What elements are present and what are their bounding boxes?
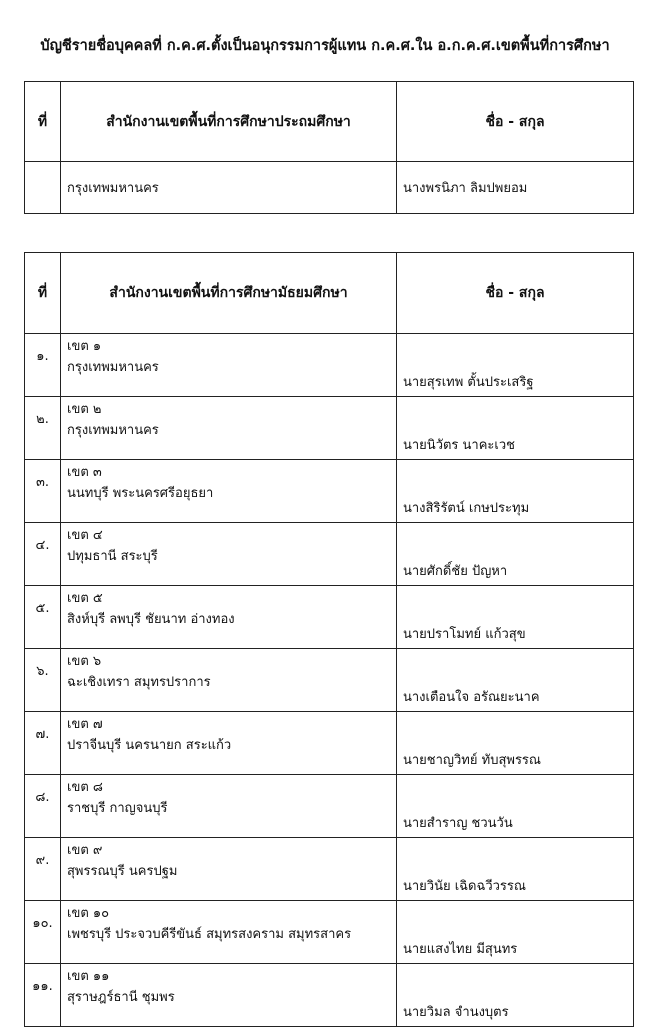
table-row <box>25 397 634 460</box>
row-zone: เขต ๑๐ <box>67 906 110 921</box>
table-row <box>25 334 634 397</box>
row-number: ๙. <box>25 838 61 901</box>
row-number: ๑๑. <box>25 964 61 1027</box>
table-row <box>25 649 634 712</box>
row-name: นางสิริรัตน์ เกษประทุม <box>397 460 634 523</box>
header-office: สำนักงานเขตพื้นที่การศึกษาประถมศึกษา <box>61 82 397 162</box>
table-row <box>25 586 634 649</box>
row-number: ๗. <box>25 712 61 775</box>
document-title: บัญชีรายชื่อบุคคลที่ ก.ค.ศ.ตั้งเป็นอนุกรรมการผู้แทน ก.ค.ศ.ใน อ.ก.ค.ศ.เขตพื้นที่การศึกษา <box>40 38 610 54</box>
row-name: นายแสงไทย มีสุนทร <box>397 901 634 964</box>
row-provinces: ราชบุรี กาญจนบุรี <box>67 801 168 816</box>
row-provinces: กรุงเทพมหานคร <box>67 360 159 375</box>
row-zone: เขต ๓ <box>67 465 102 480</box>
table-row <box>25 775 634 838</box>
row-number: ๒. <box>25 397 61 460</box>
row-provinces: กรุงเทพมหานคร <box>67 423 159 438</box>
row-name: นางพรนิภา ลิมปพยอม <box>397 162 634 214</box>
row-office <box>61 649 397 712</box>
row-zone: เขต ๖ <box>67 654 102 669</box>
row-name: นางเตือนใจ อรัณยะนาค <box>397 649 634 712</box>
primary-education-table <box>24 81 634 214</box>
row-office <box>61 775 397 838</box>
row-office <box>61 586 397 649</box>
table-row <box>25 901 634 964</box>
table-row <box>25 523 634 586</box>
row-provinces: สุพรรณบุรี นครปฐม <box>67 864 178 879</box>
row-office <box>61 901 397 964</box>
header-number: ที่ <box>25 253 61 334</box>
row-office: กรุงเทพมหานคร <box>61 162 397 214</box>
row-office <box>61 334 397 397</box>
row-name: นายชาญวิทย์ ทับสุพรรณ <box>397 712 634 775</box>
row-name: นายปราโมทย์ แก้วสุข <box>397 586 634 649</box>
table-row <box>25 838 634 901</box>
row-name: นายศักดิ์ชัย ปัญหา <box>397 523 634 586</box>
row-number: ๑. <box>25 334 61 397</box>
row-number: ๖. <box>25 649 61 712</box>
row-number: ๑๐. <box>25 901 61 964</box>
row-office <box>61 838 397 901</box>
row-provinces: สุราษฎร์ธานี ชุมพร <box>67 990 175 1005</box>
row-number: ๕. <box>25 586 61 649</box>
table-row <box>25 712 634 775</box>
row-zone: เขต ๔ <box>67 528 103 543</box>
row-number: ๘. <box>25 775 61 838</box>
table-header-row <box>25 253 634 334</box>
header-office: สำนักงานเขตพื้นที่การศึกษามัธยมศึกษา <box>61 253 397 334</box>
row-name: นายสุรเทพ ตั้นประเสริฐ <box>397 334 634 397</box>
secondary-education-table <box>24 252 634 1027</box>
header-name: ชื่อ - สกุล <box>397 82 634 162</box>
row-zone: เขต ๕ <box>67 591 103 606</box>
row-zone: เขต ๗ <box>67 717 103 732</box>
row-name: นายวิมล จำนงบุตร <box>397 964 634 1027</box>
row-zone: เขต ๙ <box>67 843 103 858</box>
header-name: ชื่อ - สกุล <box>397 253 634 334</box>
row-zone: เขต ๒ <box>67 402 102 417</box>
row-provinces: ปทุมธานี สระบุรี <box>67 549 158 564</box>
row-name: นายวินัย เฉิดฉวีวรรณ <box>397 838 634 901</box>
table-header-row <box>25 82 634 162</box>
row-office <box>61 523 397 586</box>
row-zone: เขต ๘ <box>67 780 103 795</box>
row-office <box>61 712 397 775</box>
row-provinces: สิงห์บุรี ลพบุรี ชัยนาท อ่างทอง <box>67 612 235 627</box>
row-name: นายนิวัตร นาคะเวช <box>397 397 634 460</box>
table-row <box>25 460 634 523</box>
row-zone: เขต ๑ <box>67 339 102 354</box>
row-number: ๓. <box>25 460 61 523</box>
row-provinces: เพชรบุรี ประจวบคีรีขันธ์ สมุทรสงคราม สมุทรสาคร <box>67 927 352 942</box>
row-office <box>61 397 397 460</box>
table-row <box>25 162 634 214</box>
header-number: ที่ <box>25 82 61 162</box>
row-number: ๔. <box>25 523 61 586</box>
row-number <box>25 162 61 214</box>
row-zone: เขต ๑๑ <box>67 969 110 984</box>
row-name: นายสำราญ ชวนวัน <box>397 775 634 838</box>
table-row <box>25 964 634 1027</box>
row-provinces: ฉะเชิงเทรา สมุทรปราการ <box>67 675 211 690</box>
row-provinces: ปราจีนบุรี นครนายก สระแก้ว <box>67 738 232 753</box>
row-office <box>61 460 397 523</box>
row-provinces: นนทบุรี พระนครศรีอยุธยา <box>67 486 214 501</box>
row-office <box>61 964 397 1027</box>
